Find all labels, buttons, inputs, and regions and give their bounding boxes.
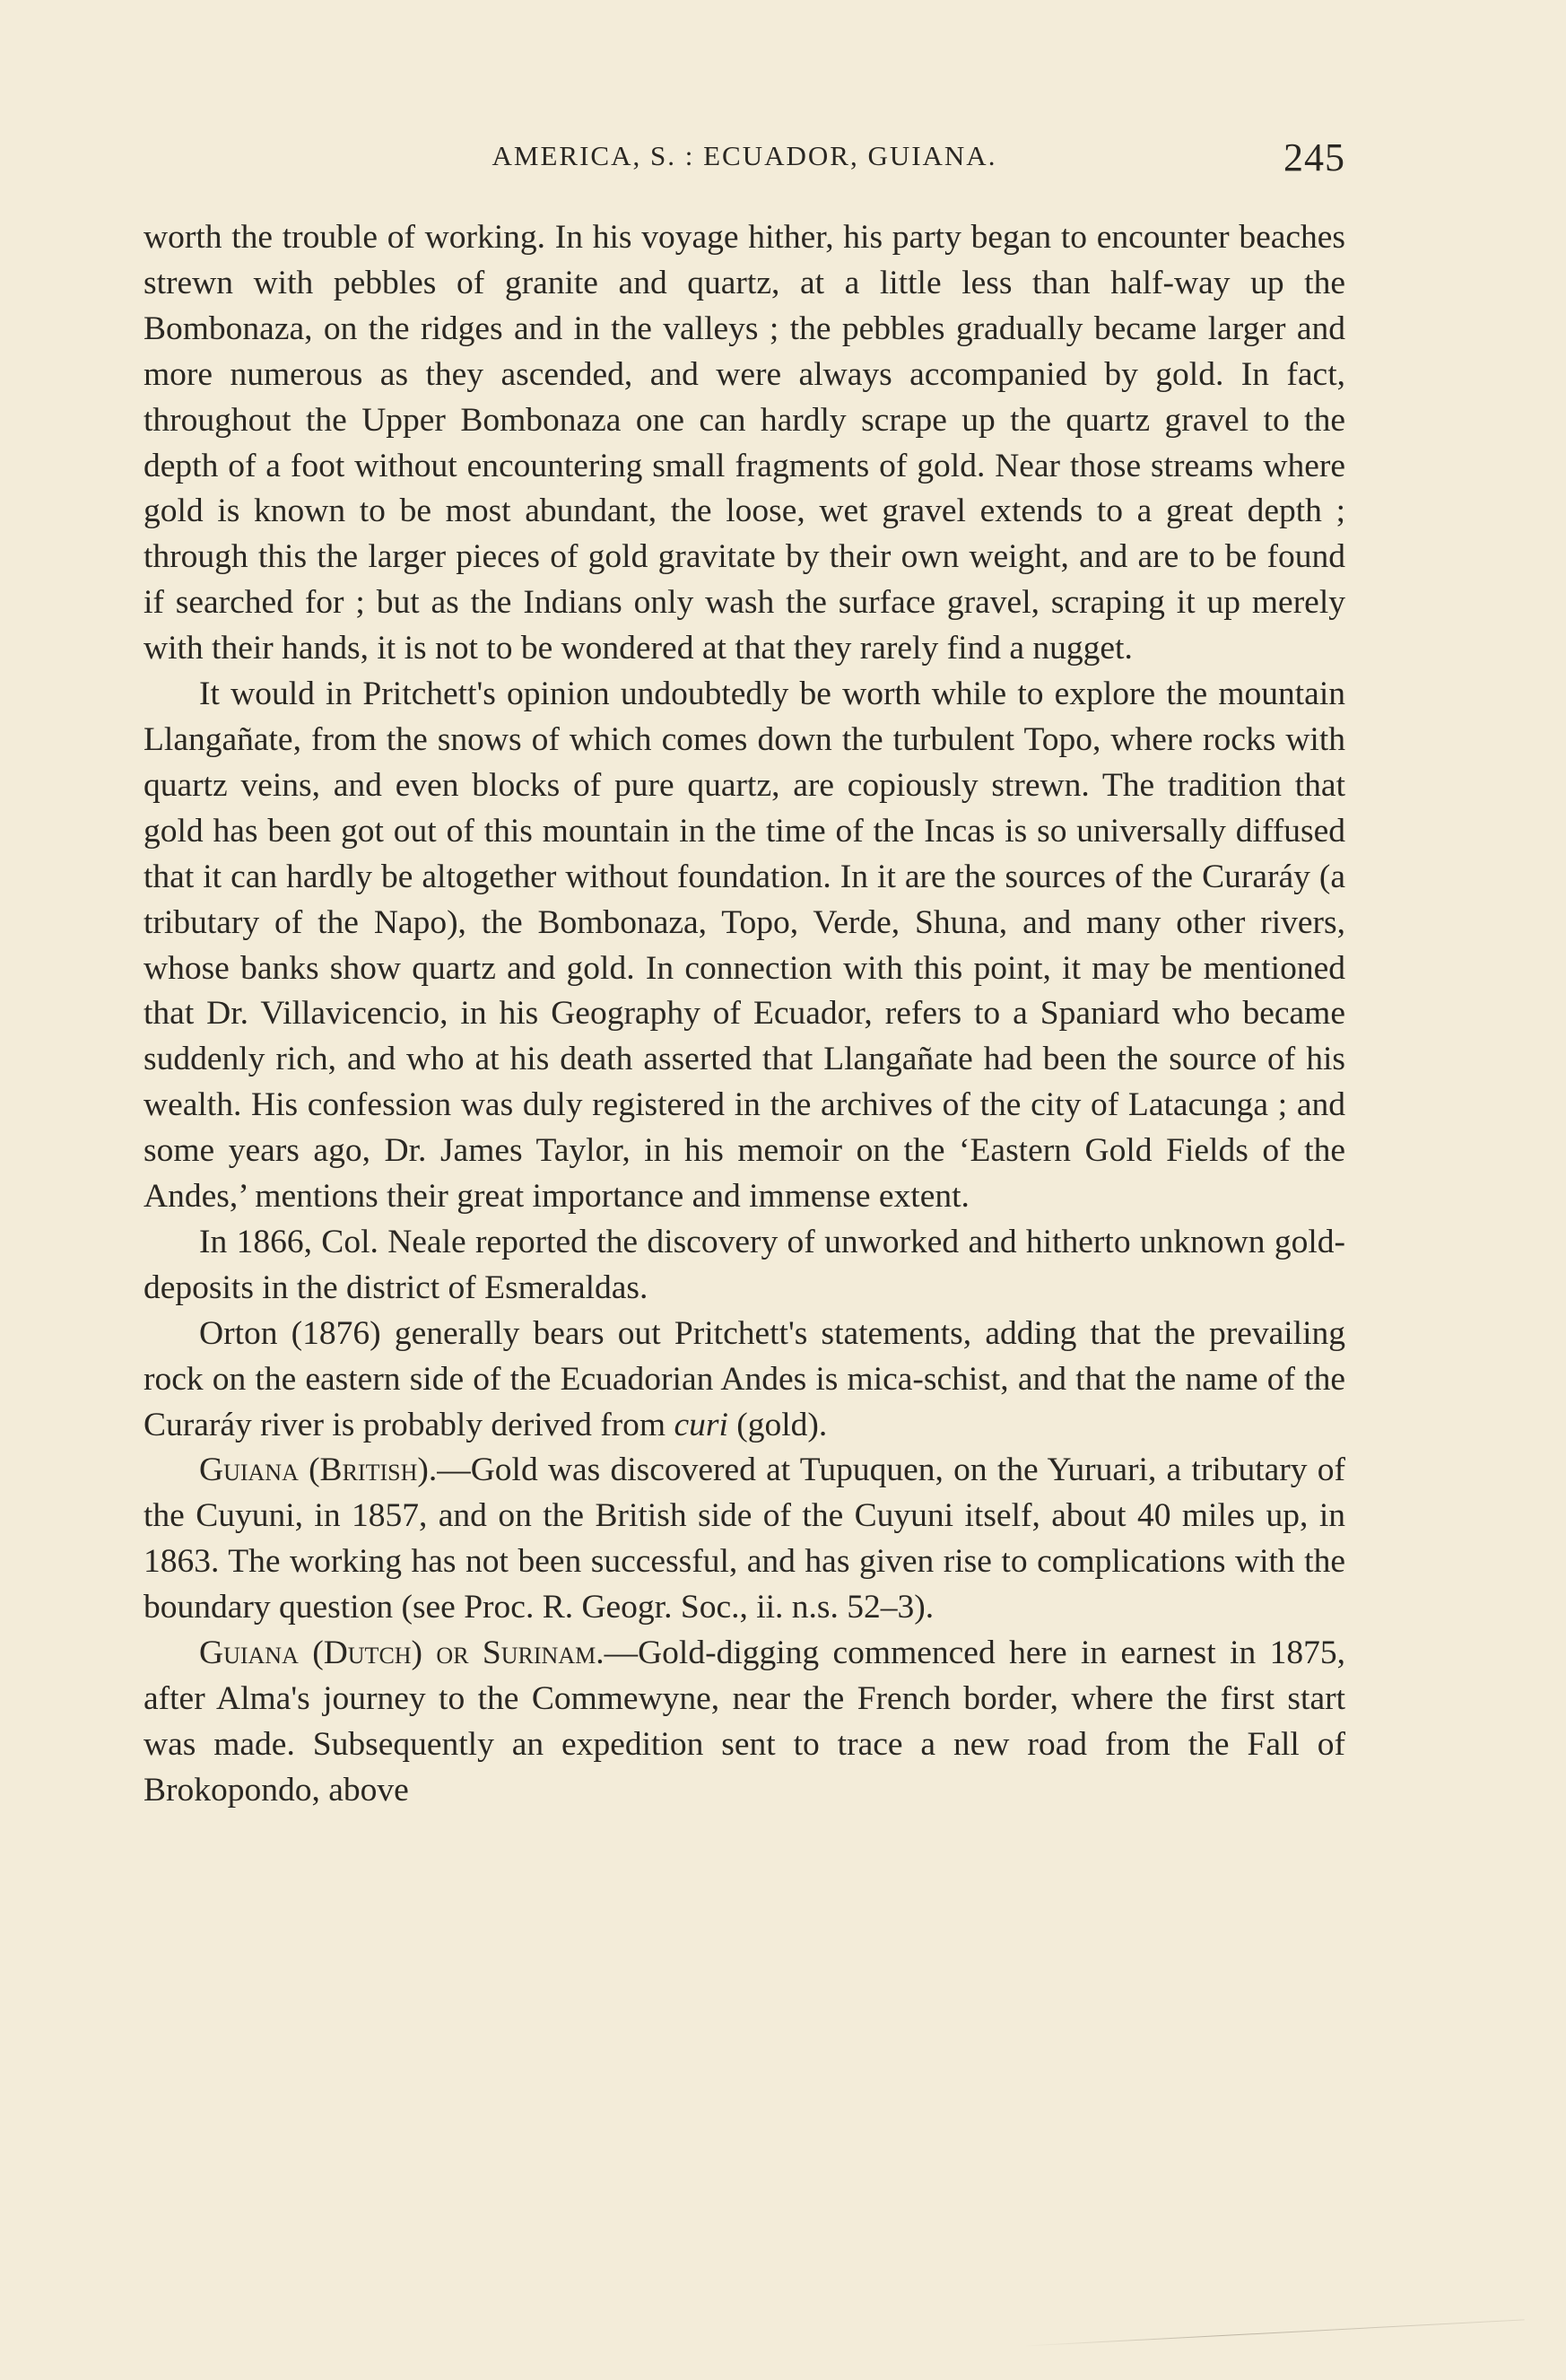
paragraph-guiana-british	[144, 1448, 1345, 1631]
guiana-dutch-text: —Gold-digging commenced here in earnest in 1875, after Alma's journey to the Commewyne, near the French border, where the first start was made. Subsequently an expedition sent to trace a new road from the Fall of Brokopondo, above	[144, 1635, 1345, 1809]
orton-end: (gold).	[736, 1406, 828, 1443]
paragraph-llanganate: It would in Pritchett's opinion undoubtedly be worth while to explore the mountain Llangañate, from the snows of which comes down the turbulent Topo, where rocks with quartz veins, and even blocks of pure quartz, are copiously strewn. The tradition that gold has been got out of this mountain in the time of the Incas is so universally diffused that it can hardly be altogether without foundation. In it are the sources of the Curaráy (a tributary of the Napo), the Bombonaza, Topo, Verde, Shuna, and many other rivers, whose banks show quartz and gold. In connection with this point, it may be mentioned that Dr. Villavicencio, in his Geography of Ecuador, refers to a Spaniard who became suddenly rich, and who at his death asserted that Llangañate had been the source of his wealth. His confession was duly registered in the archives of the city of Latacunga ; and some years ago, Dr. James Taylor, in his memoir on the ‘Eastern Gold Fields of the Andes,’ mentions their great importance and immense extent.	[144, 676, 1345, 1216]
paragraph-esmeraldas: In 1866, Col. Neale reported the discovery of unworked and hitherto unknown gold-deposits in the district of Esmeraldas.	[144, 1223, 1345, 1306]
running-title: AMERICA, S. : ECUADOR, GUIANA.	[492, 140, 997, 171]
page-scratch-mark	[1022, 2319, 1524, 2346]
section-heading-guiana-british: Guiana (British).	[199, 1452, 438, 1489]
page-header	[144, 135, 1345, 188]
orton-text: Orton (1876) generally bears out Pritchett's statements, adding that the prevailing rock on the eastern side of the Ecuadorian Andes is mica-schist, and that the name of the Curaráy river is probably derived from	[144, 1314, 1345, 1443]
section-heading-guiana-dutch: Guiana (Dutch) or Surinam.	[199, 1635, 605, 1672]
paragraph-guiana-dutch	[144, 1631, 1345, 1814]
page-number: 245	[1283, 135, 1345, 179]
body-text	[144, 215, 1345, 1814]
paragraph-orton	[144, 1312, 1345, 1449]
paragraph-continued: worth the trouble of working. In his voyage hither, his party began to encounter beaches strewn with pebbles of granite and quartz, at a little less than half-way up the Bombonaza, on the ridges and in the valleys ; the pebbles gradually became larger and more numerous as they ascended, and were always accompanied by gold. In fact, throughout the Upper Bombonaza one can hardly scrape up the quartz gravel to the depth of a foot without encountering small fragments of gold. Near those streams where gold is known to be most abundant, the loose, wet gravel extends to a great depth ; through this the larger pieces of gold gravitate by their own weight, and are to be found if searched for ; but as the Indians only wash the surface gravel, scraping it up merely with their hands, it is not to be wondered at that they rarely find a nugget.	[144, 219, 1345, 667]
guiana-british-text: —Gold was discovered at Tupuquen, on the Yuruari, a tributary of the Cuyuni, in 1857, and on the British side of the Cuyuni itself, about 40 miles up, in 1863. The working has not been successful, and has given rise to complications with the boundary question (see Proc. R. Geogr. Soc., ii. n.s. 52–3).	[144, 1452, 1346, 1626]
italic-term-curi: curi	[674, 1406, 728, 1443]
